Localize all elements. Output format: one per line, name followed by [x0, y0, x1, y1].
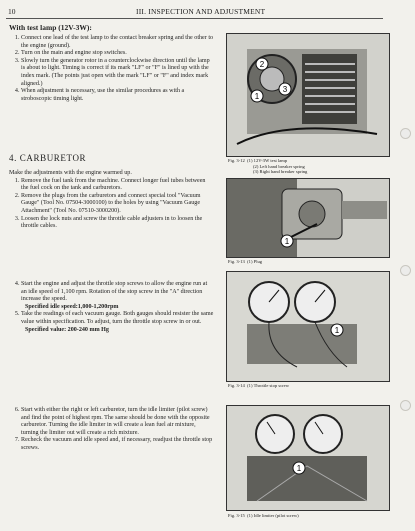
caption-item: (1) Idle limiter (pilot screw) — [247, 513, 299, 518]
idle-adjust-text — [9, 281, 214, 334]
test-lamp-step: 1. Connect one lead of the test lamp to the contact breaker spring and the other to the engine (ground). — [21, 35, 214, 50]
carburetor-heading: 4. CARBURETOR — [9, 153, 87, 163]
spec-vacuum-value: Specified value: 200-240 mm Hg — [25, 326, 109, 333]
caption-item: (1) Plug — [247, 259, 263, 264]
figure-3-12-engine-breaker — [226, 33, 390, 157]
test-lamp-heading: With test lamp (12V-3W): — [9, 23, 92, 32]
carburetor-step: 2. Remove the plugs from the carburetors and connect special tool "Vacuum Gauge" (Tool No. 07504-3000100) to the holes by using "Vacuum Gauge Attachment" (Tool No. 07510-3000200). — [21, 193, 214, 216]
caption-item: (2) Left hand breaker spring — [253, 163, 305, 169]
figure-label: Fig. 3-14 — [228, 383, 245, 388]
callout-1: 1 — [254, 92, 260, 101]
pilot-step: 7. Recheck the vacuum and idle speed and, if necessary, readjust the throttle stop screws. — [21, 437, 214, 452]
pilot-screw-text — [9, 407, 214, 453]
figure-3-15-caption — [228, 513, 299, 519]
test-lamp-step: 3. Slowly turn the generator rotor in a counterclockwise direction until the lamp is about to light. Timing is correct if its mark "LF" or "F" is lined up with the index mark. (The points just open with the mark "LF" or "F" and index mark aligned.) — [21, 58, 214, 88]
callout-3: 3 — [282, 85, 288, 94]
idle-limiter-photo — [227, 406, 389, 510]
figure-3-15-idle-limiter — [226, 405, 390, 511]
test-lamp-step: 4. When adjustment is necessary, use the similar procedures as with a stroboscopic timing light. — [21, 88, 214, 103]
carburetor-photo — [227, 179, 389, 257]
page-number: 10 — [8, 7, 16, 16]
callout-1: 1 — [334, 326, 340, 335]
pilot-step: 6. Start with either the right or left carburetor, turn the idle limiter (pilot screw) and find the point of highest rpm. The same should be done with the opposite carburetor. Turning the idle limiter in will create a lean fuel air mixture, turning the limiter out will create a rich mixture. — [21, 407, 214, 437]
figure-3-13-carburetor-plug — [226, 178, 390, 258]
test-lamp-steps — [9, 35, 214, 103]
caption-item: (1) Throttle stop screw — [247, 383, 290, 388]
test-lamp-step: 2. Turn on the main and engine stop switches. — [21, 50, 214, 58]
binder-hole — [400, 128, 411, 139]
idle-step: 5. Take the readings of each vacuum gauge. Both gauges should resister the same value within specification. To adjust, turn the throttle stop screw in or out. — [21, 311, 214, 326]
page-header — [6, 4, 383, 19]
figure-3-14-caption — [228, 383, 289, 389]
callout-1: 1 — [296, 464, 302, 473]
header-title: III. INSPECTION AND ADJUSTMENT — [136, 7, 266, 16]
figure-3-13-caption — [228, 259, 262, 265]
binder-hole — [400, 265, 411, 276]
carburetor-intro: Make the adjustments with the engine warmed up. — [9, 170, 132, 176]
figure-3-14-vacuum-gauges — [226, 271, 390, 382]
callout-1: 1 — [284, 237, 290, 246]
figure-3-12-caption — [228, 158, 307, 175]
spec-idle-speed: Specified idle speed:1,000-1,200rpm — [25, 303, 119, 310]
engine-photo — [227, 34, 389, 156]
caption-item: (3) Right hand breaker spring — [253, 169, 308, 175]
carburetor-step: 1. Remove the fuel tank from the machine. Connect longer fuel tubes between the fuel cock on the tank and carburetors. — [21, 178, 214, 193]
carburetor-text — [9, 170, 214, 231]
figure-label: Fig. 3-12 — [228, 158, 245, 163]
carburetor-step: 3. Loosen the lock nuts and screw the throttle cable adjusters in to loosen the throttle cables. — [21, 216, 214, 231]
figure-label: Fig. 3-15 — [228, 513, 245, 518]
figure-label: Fig. 3-13 — [228, 259, 245, 264]
callout-2: 2 — [259, 60, 265, 69]
vacuum-gauge-photo — [227, 272, 389, 381]
idle-step: 4. Start the engine and adjust the throttle stop screws to allow the engine run at an idle speed of 1,100 rpm. Rotation of the stop screw in the "A" direction increase the speed. — [21, 281, 214, 304]
caption-item: (1) 12V-3W test lamp — [247, 158, 288, 163]
binder-hole — [400, 400, 411, 411]
